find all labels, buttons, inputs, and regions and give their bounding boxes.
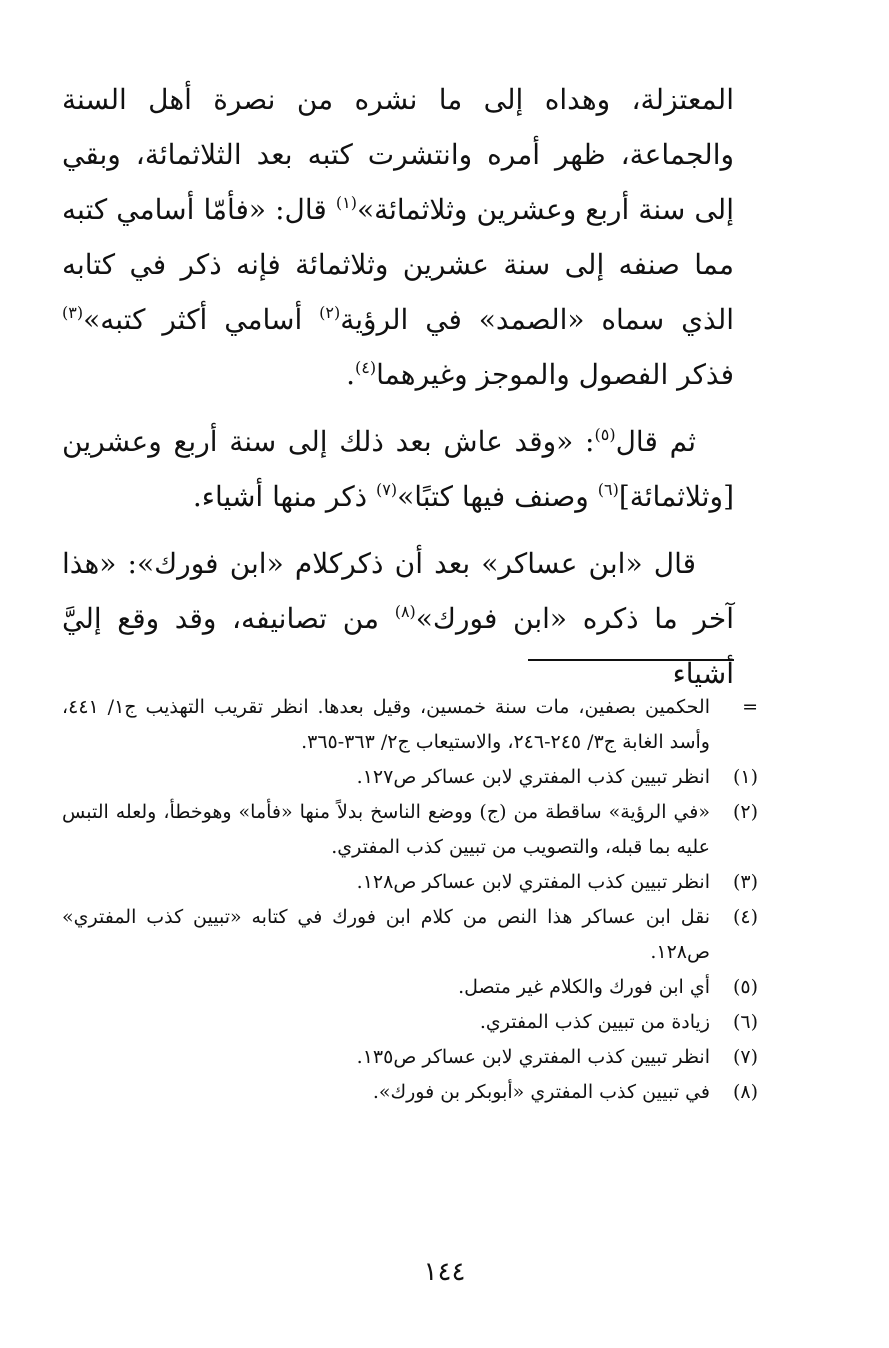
footnote-text: نقل ابن عساكر هذا النص من كلام ابن فورك في كتابه «تبيين كذب المفتري» ص١٢٨. [62, 906, 710, 963]
paragraph-1-text-c: أسامي أكثر كتبه» [83, 303, 320, 336]
footnote-ref-6: (٦) [597, 480, 619, 499]
paragraph-1 [62, 72, 734, 402]
footnote-3 [62, 865, 758, 900]
footnote-ref-2: (٢) [319, 303, 341, 322]
footnote-marker: = [742, 696, 758, 718]
footnote-number: (٥) [732, 976, 758, 998]
paragraph-3 [62, 536, 734, 701]
footnote-text: في تبيين كذب المفتري «أبوبكر بن فورك». [372, 1081, 710, 1103]
footnote-number: (٤) [732, 906, 758, 928]
footnote-ref-8: (٨) [394, 602, 416, 621]
paragraph-3-text-b: من تصانيفه، وقد وقع إليَّ أشياء [62, 602, 734, 690]
footnote-number: (٦) [732, 1011, 758, 1033]
page-number: ١٤٤ [423, 1257, 466, 1287]
footnote-text: الحكمين بصفين، مات سنة خمسين، وقيل بعدها. انظر تقريب التهذيب ج١/ ٤٤١، وأسد الغابة ج٣/ ٢٤٥-٢٤٦، والاستيعاب ج٢/ ٣٦٣-٣٦٥. [62, 696, 710, 753]
footnote-number: (٣) [732, 871, 758, 893]
footnote-number: (٨) [732, 1081, 758, 1103]
paragraph-2-text-c: وصنف فيها كتبًا» [397, 480, 598, 513]
footnote-7 [62, 1040, 758, 1075]
paragraph-2 [62, 414, 734, 524]
paragraph-1-text-b: قال: «فأمّا أسامي كتبه مما صنفه إلى سنة عشرين وثلاثمائة فإنه ذكر في كتابه الذي سماه «الصمد» في الرؤية [62, 193, 735, 336]
footnote-text: انظر تبيين كذب المفتري لابن عساكر ص١٣٥. [356, 1046, 710, 1068]
paragraph-1-text-a: المعتزلة، وهداه إلى ما نشره من نصرة أهل السنة والجماعة، ظهر أمره وانتشرت كتبه بعد الثلاثمائة، وبقي إلى سنة أربع وعشرين وثلاثمائة» [62, 83, 734, 226]
paragraph-2-text-a: ثم قال [615, 425, 696, 458]
footnote-number: (٢) [732, 801, 758, 823]
footnote-ref-3: (٣) [62, 303, 84, 322]
paragraph-1-text-e: . [346, 358, 355, 391]
footnote-ref-5: (٥) [594, 425, 616, 444]
footnote-text: أي ابن فورك والكلام غير متصل. [458, 976, 710, 998]
footnote-ref-7: (٧) [376, 480, 398, 499]
footnote-number: (١) [732, 766, 758, 788]
footnotes [62, 690, 758, 1110]
paragraph-3-text-a: قال «ابن عساكر» بعد أن ذكركلام «ابن فورك»: «هذا آخر ما ذكره «ابن فورك» [62, 547, 734, 635]
footnote-ref-4: (٤) [354, 358, 377, 377]
paragraph-2-text-b: : «وقد عاش بعد ذلك إلى سنة أربع وعشرين [وثلاثمائة] [62, 425, 734, 513]
footnote-text: انظر تبيين كذب المفتري لابن عساكر ص١٢٨. [356, 871, 710, 893]
footnote-text: «في الرؤية» ساقطة من (ج) ووضع الناسخ بدلاً منها «فأما» وهوخطأ، ولعله التبس عليه بما قبله، والتصويب من تبيين كذب المفتري. [62, 801, 710, 858]
footnote-6 [62, 1005, 758, 1040]
footnote-8 [62, 1075, 758, 1110]
main-text [62, 72, 734, 713]
footnote-4 [62, 900, 758, 970]
footnote-text: انظر تبيين كذب المفتري لابن عساكر ص١٢٧. [356, 766, 710, 788]
footnote-ref-1: (١) [335, 193, 357, 212]
footnote-5 [62, 970, 758, 1005]
footnote-1 [62, 760, 758, 795]
footnote-continuation [62, 690, 758, 760]
footnote-separator [528, 659, 734, 661]
footnote-2 [62, 795, 758, 865]
footnote-number: (٧) [732, 1046, 758, 1068]
footnote-text: زيادة من تبيين كذب المفتري. [479, 1011, 710, 1033]
paragraph-2-text-d: ذكر منها أشياء. [192, 480, 377, 513]
paragraph-1-text-d: فذكر الفصول والموجز وغيرهما [376, 358, 734, 391]
